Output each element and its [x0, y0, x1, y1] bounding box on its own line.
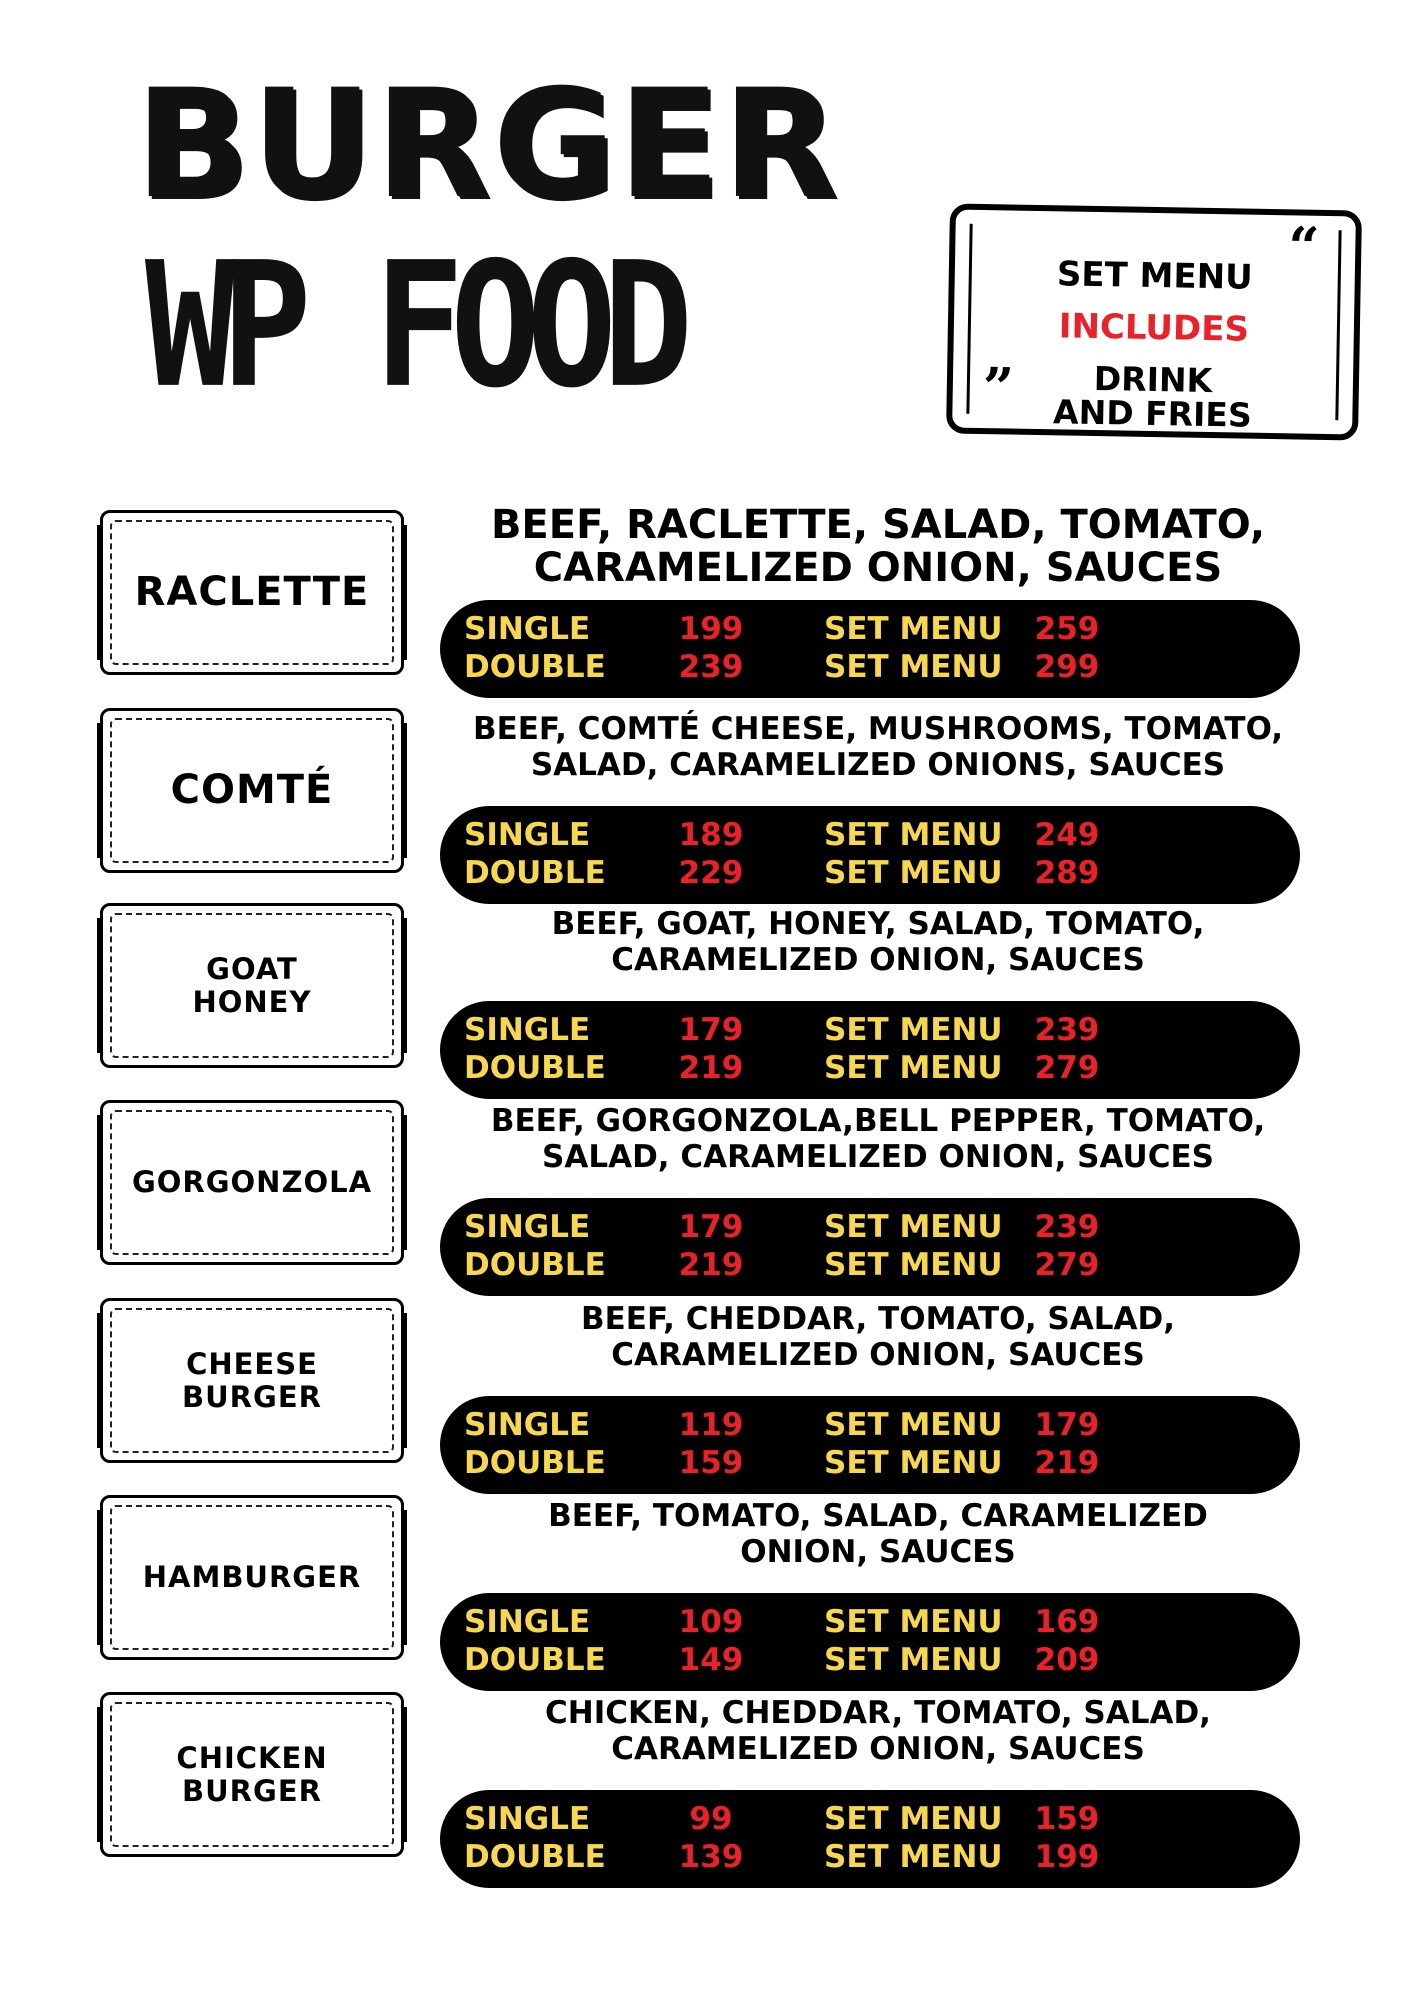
price-bar	[440, 1396, 1300, 1494]
double-set-menu-price: 279	[1034, 1050, 1100, 1086]
open-quote-icon: “	[1287, 214, 1320, 279]
single-set-menu-price: 169	[1034, 1604, 1100, 1640]
double-label: DOUBLE	[464, 1839, 606, 1875]
double-set-menu-label: SET MENU	[824, 1642, 1003, 1678]
double-price: 139	[678, 1839, 744, 1875]
single-set-menu-label: SET MENU	[824, 817, 1003, 853]
price-bar	[440, 806, 1300, 904]
item-name: HAMBURGER	[142, 1560, 362, 1595]
single-set-menu-label: SET MENU	[824, 1407, 1003, 1443]
single-set-menu-price: 239	[1034, 1012, 1100, 1048]
price-bar	[440, 600, 1300, 698]
single-label: SINGLE	[464, 1801, 591, 1837]
item-description: BEEF, COMTÉ CHEESE, MUSHROOMS, TOMATO, SALAD, CARAMELIZED ONIONS, SAUCES	[472, 711, 1284, 783]
double-price: 149	[678, 1642, 744, 1678]
price-bar	[440, 1593, 1300, 1691]
double-set-menu-label: SET MENU	[824, 1050, 1003, 1086]
close-quote-icon: ”	[982, 355, 1015, 420]
item-description: BEEF, CHEDDAR, TOMATO, SALAD, CARAMELIZED ONION, SAUCES	[581, 1301, 1175, 1373]
promo-line-set-menu: SET MENU	[1056, 254, 1254, 298]
double-set-menu-label: SET MENU	[824, 1839, 1003, 1875]
single-label: SINGLE	[464, 817, 591, 853]
double-price: 159	[678, 1445, 744, 1481]
double-label: DOUBLE	[464, 1050, 606, 1086]
single-label: SINGLE	[464, 1012, 591, 1048]
single-price: 99	[689, 1801, 733, 1837]
single-label: SINGLE	[464, 1209, 591, 1245]
item-name-card	[100, 708, 404, 873]
double-set-menu-price: 199	[1034, 1839, 1100, 1875]
double-label: DOUBLE	[464, 649, 606, 685]
double-price: 239	[678, 649, 744, 685]
item-name-card	[100, 903, 404, 1068]
double-set-menu-price: 289	[1034, 855, 1100, 891]
single-price: 119	[678, 1407, 744, 1443]
single-price: 199	[678, 611, 744, 647]
double-set-menu-label: SET MENU	[824, 855, 1003, 891]
double-price: 229	[678, 855, 744, 891]
price-bar	[440, 1001, 1300, 1099]
item-name-card	[100, 1100, 404, 1265]
single-set-menu-label: SET MENU	[824, 1209, 1003, 1245]
item-name-card	[100, 1495, 404, 1660]
double-set-menu-price: 299	[1034, 649, 1100, 685]
promo-line-includes: INCLUDES	[1058, 306, 1250, 350]
single-set-menu-price: 179	[1034, 1407, 1100, 1443]
double-set-menu-label: SET MENU	[824, 1445, 1003, 1481]
single-set-menu-label: SET MENU	[824, 1604, 1003, 1640]
double-price: 219	[678, 1247, 744, 1283]
item-name-card	[100, 1692, 404, 1857]
single-set-menu-price: 259	[1034, 611, 1100, 647]
single-set-menu-price: 159	[1034, 1801, 1100, 1837]
page-subtitle: WP FOOD	[145, 226, 680, 427]
item-name-card	[100, 510, 404, 675]
double-set-menu-price: 279	[1034, 1247, 1100, 1283]
double-label: DOUBLE	[464, 1247, 606, 1283]
set-menu-promo-box	[946, 203, 1362, 440]
single-set-menu-label: SET MENU	[824, 1801, 1003, 1837]
single-label: SINGLE	[464, 611, 591, 647]
item-description: BEEF, RACLETTE, SALAD, TOMATO, CARAMELIZED ONION, SAUCES	[490, 502, 1266, 592]
item-name: CHICKEN BURGER	[176, 1741, 328, 1808]
item-name: CHEESE BURGER	[182, 1347, 322, 1414]
single-price: 179	[678, 1012, 744, 1048]
page-title: BURGER	[135, 58, 840, 232]
double-price: 219	[678, 1050, 744, 1086]
price-bar	[440, 1790, 1300, 1888]
item-description: BEEF, GORGONZOLA,BELL PEPPER, TOMATO, SALAD, CARAMELIZED ONION, SAUCES	[490, 1103, 1266, 1175]
item-name: COMTÉ	[170, 767, 334, 814]
item-name: GOAT HONEY	[192, 952, 312, 1019]
double-label: DOUBLE	[464, 1445, 606, 1481]
price-bar	[440, 1198, 1300, 1296]
single-price: 179	[678, 1209, 744, 1245]
item-name-card	[100, 1298, 404, 1463]
single-price: 189	[678, 817, 744, 853]
single-set-menu-price: 239	[1034, 1209, 1100, 1245]
double-set-menu-price: 219	[1034, 1445, 1100, 1481]
double-label: DOUBLE	[464, 855, 606, 891]
promo-line-fries: AND FRIES	[1052, 392, 1253, 435]
single-price: 109	[678, 1604, 744, 1640]
double-set-menu-label: SET MENU	[824, 1247, 1003, 1283]
double-set-menu-price: 209	[1034, 1642, 1100, 1678]
item-description: CHICKEN, CHEDDAR, TOMATO, SALAD, CARAMELIZED ONION, SAUCES	[545, 1695, 1211, 1767]
single-label: SINGLE	[464, 1407, 591, 1443]
double-label: DOUBLE	[464, 1642, 606, 1678]
item-description: BEEF, TOMATO, SALAD, CARAMELIZED ONION, SAUCES	[548, 1498, 1208, 1570]
item-name: GORGONZOLA	[131, 1165, 373, 1200]
single-set-menu-price: 249	[1034, 817, 1100, 853]
promo-line-drink: DRINK	[1093, 358, 1213, 401]
item-name: RACLETTE	[134, 569, 370, 616]
single-set-menu-label: SET MENU	[824, 611, 1003, 647]
double-set-menu-label: SET MENU	[824, 649, 1003, 685]
single-set-menu-label: SET MENU	[824, 1012, 1003, 1048]
item-description: BEEF, GOAT, HONEY, SALAD, TOMATO, CARAMELIZED ONION, SAUCES	[551, 906, 1205, 978]
single-label: SINGLE	[464, 1604, 591, 1640]
